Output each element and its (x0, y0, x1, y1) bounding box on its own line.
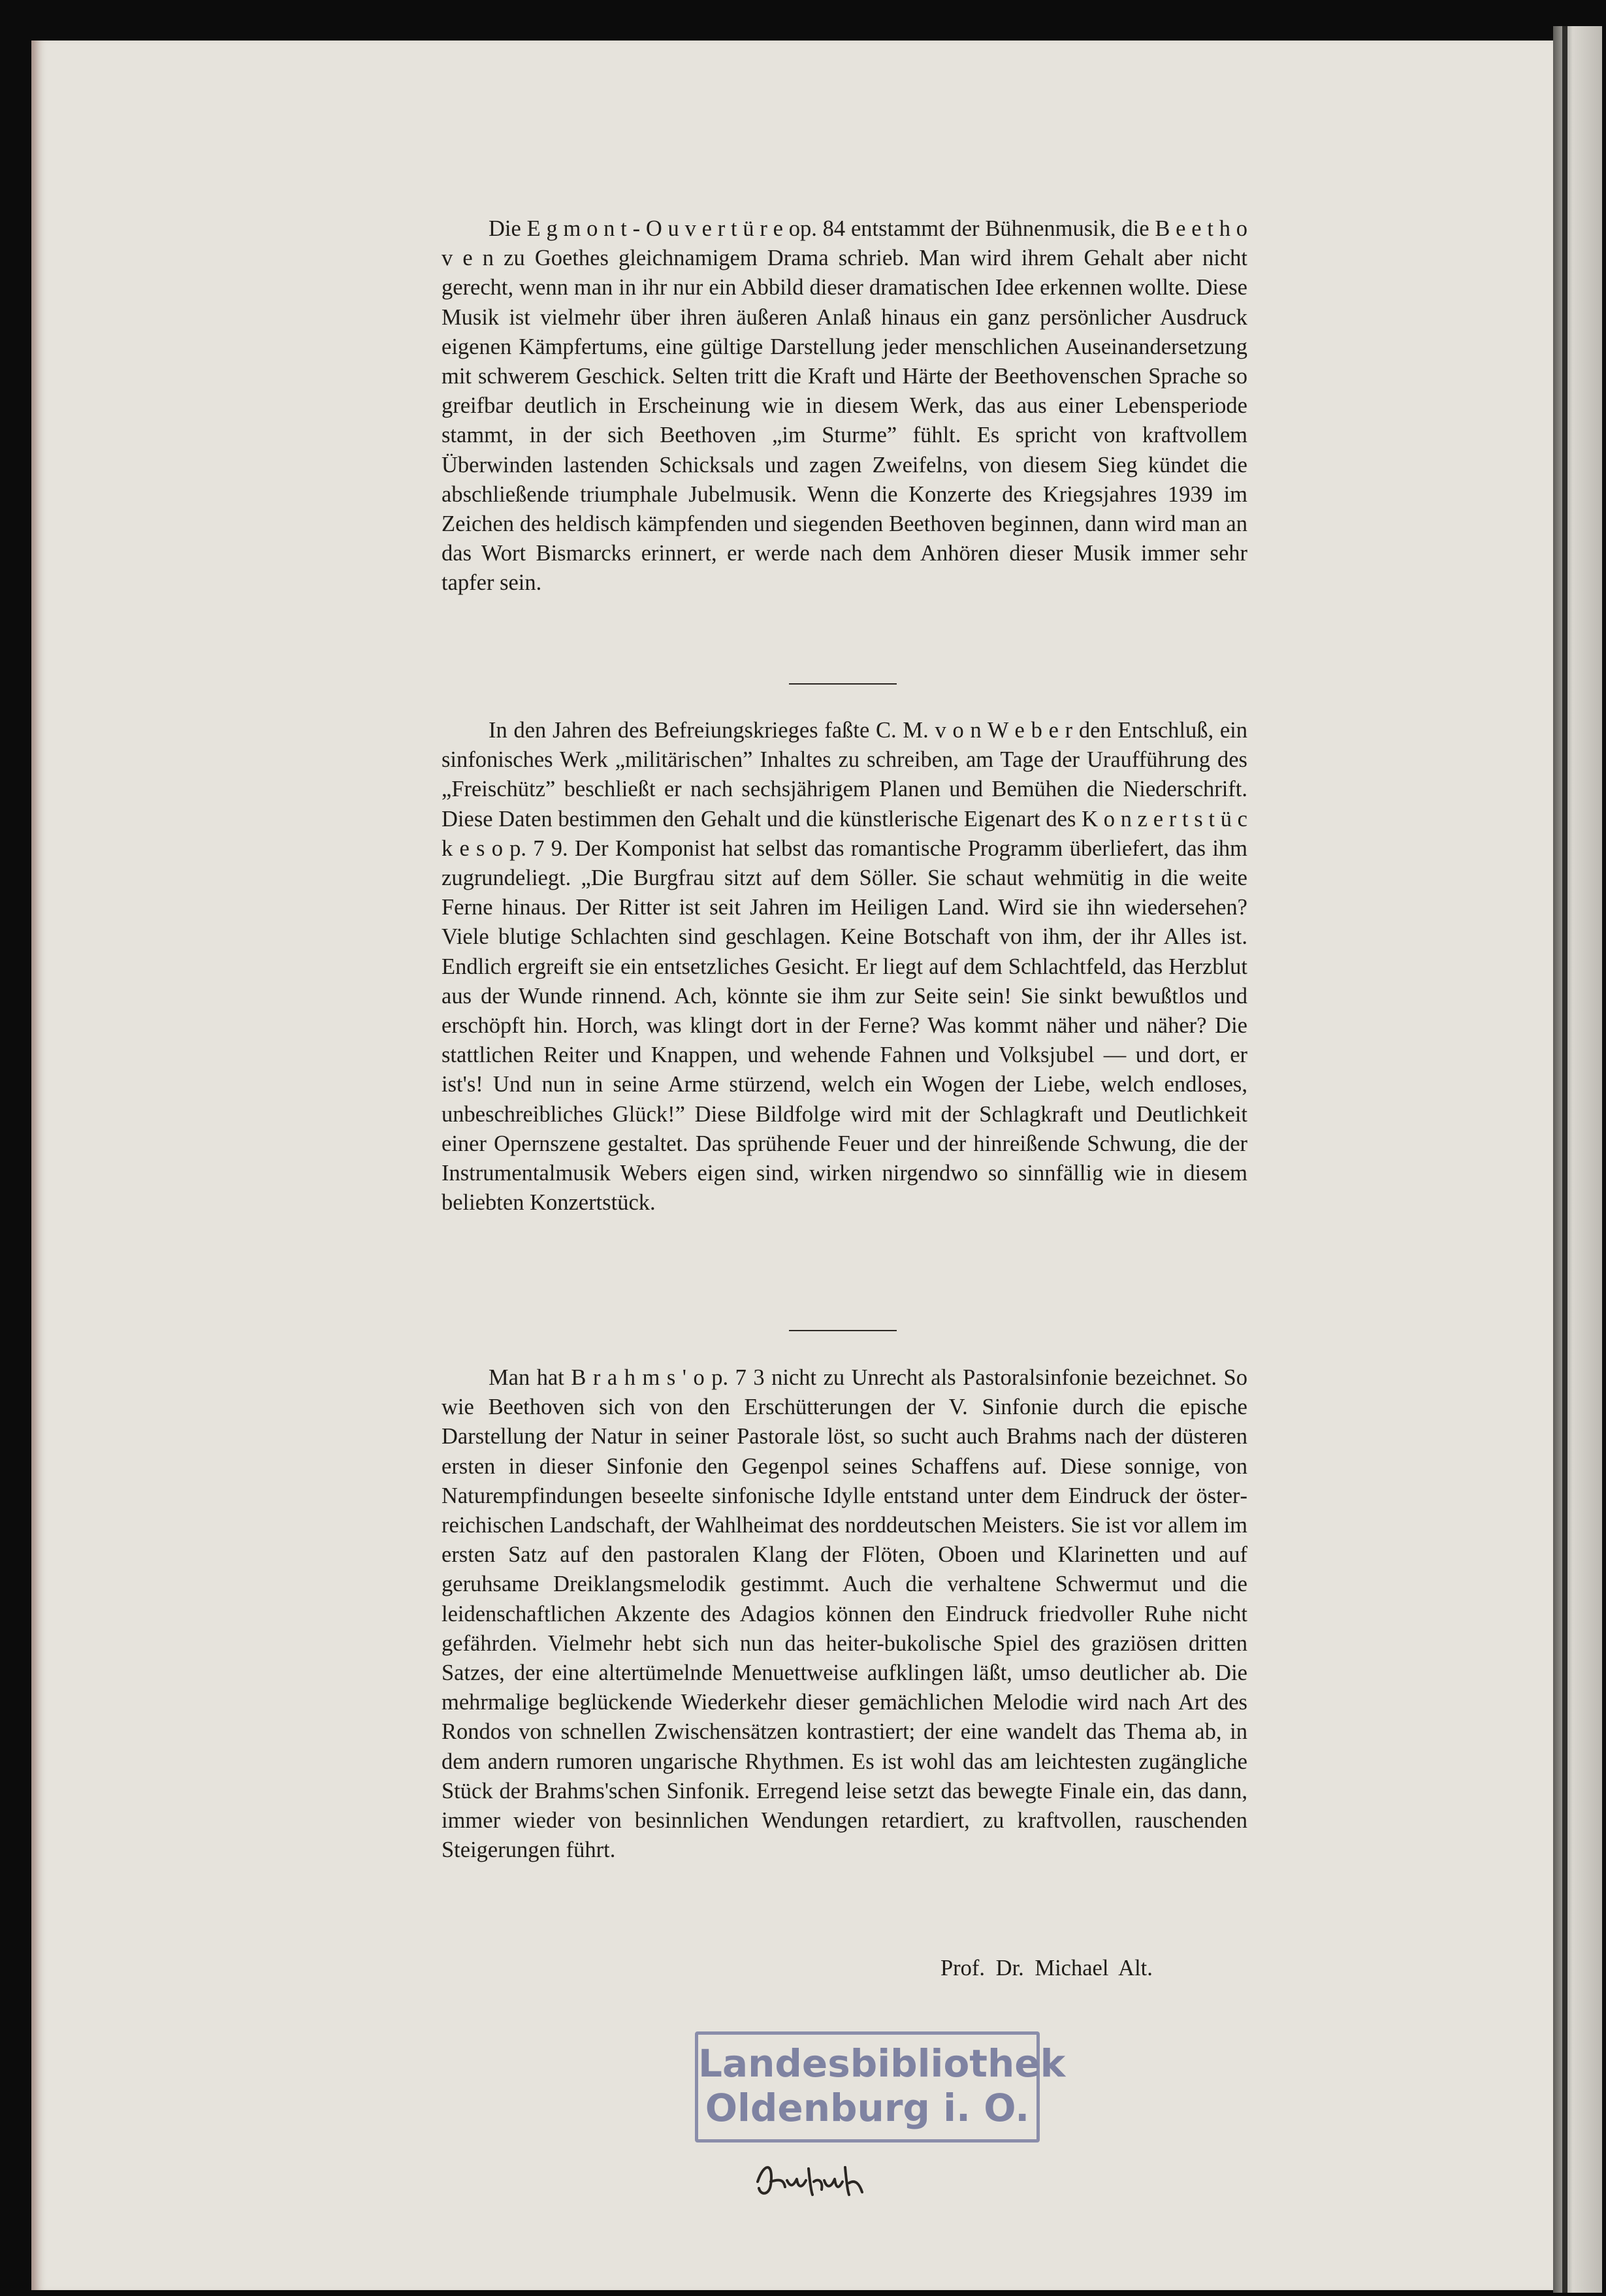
stamp-line-1: Landesbibliothek (698, 2041, 1066, 2086)
handwritten-note (751, 2156, 934, 2201)
section-divider (789, 1330, 897, 1331)
stamp-line-2: Oldenburg i. O. (705, 2086, 1030, 2130)
author-signature: Prof. Dr. Michael Alt. (940, 1956, 1153, 1981)
weber-konzertstueck-paragraph (442, 716, 1247, 1218)
adjacent-page-shadow (1562, 26, 1567, 2293)
paragraph-text: In den Jahren des Befreiungskrieges faßte C. M. v o n W e b e r den Entschluß, ein sinfonisches Werk „militärischen” Inhaltes zu schreiben, am Tage der Uraufführung des „Freischütz” beschließt er nach sechsjährigem Planen und Bemühen die Niederschrift. Diese Daten bestimmen den Gehalt und die künstlerische Eigenart des K o n z e r t s t ü c k e s o p. 7 9. Der Komponist hat selbst das romantische Programm überliefert, das ihm zugrundeliegt. „Die Burgfrau sitzt auf dem Söller. Sie schaut wehmütig in die weite Ferne hinaus. Der Ritter ist seit Jahren im Heiligen Land. Wird sie ihn wiedersehen? Viele blutige Schlachten sind geschlagen. Keine Botschaft von ihm, der ihr Alles ist. Endlich ergreift sie ein entsetzliches Gesicht. Er liegt auf dem Schlachtfeld, das Herzblut aus der Wunde rinnend. Ach, könnte sie ihm zur Seite sein! Sie sinkt bewußtlos und erschöpft hin. Horch, was klingt dort in der Ferne? Was kommt näher und näher? Die stattlichen Reiter und Knappen, und wehende Fahnen und Volksjubel — und dort, er ist's! Und nun in seine Arme stürzend, welch ein Wogen der Liebe, welch endloses, unbeschreibliches Glück!” Diese Bildfolge wird mit der Schlagkraft und Deutlichkeit einer Opernszene gestaltet. Das sprühende Feuer und der hinreißende Schwung, die der Instrumentalmusik Webers eigen sind, wirken nirgendwo so sinnfällig wie in diesem beliebten Konzertstück. (442, 718, 1247, 1216)
section-divider (789, 683, 897, 685)
paragraph-text: Man hat B r a h m s ' o p. 7 3 nicht zu Unrecht als Pastoralsinfonie bezeichnet. So wie Beethoven sich von den Erschütterungen der V. Sinfonie durch die epische Darstellung der Natur in seiner Pastorale löst, so sucht auch Brahms nach der düsteren ersten in dieser Sinfonie den Gegenpol seines Schaffens auf. Diese sonnige, von Naturempfindungen beseelte sinfonische Idylle entstand unter dem Eindruck der österreichischen Landschaft, der Wahlheimat des norddeutschen Meisters. Sie ist vor allem im ersten Satz auf den pastoralen Klang der Flöten, Oboen und Klarinetten und auf geruhsame Dreiklangsmelodik gestimmt. Auch die verhaltene Schwermut und die leidenschaftlichen Akzente des Adagios können den Eindruck friedvoller Ruhe nicht gefährden. Vielmehr hebt sich nun das heiter-bukolische Spiel des graziösen dritten Satzes, der eine altertümelnde Menuettweise aufklingen läßt, umso deutlicher ab. Die mehrmalige beglückende Wiederkehr dieser gemächlichen Melodie wird nach Art des Rondos von schnellen Zwischensätzen kontrastiert; der eine wandelt das Thema ab, in dem andern rumoren ungarische Rhythmen. Es ist wohl das am leichtesten zugängliche Stück der Brahms'schen Sinfonik. Erregend leise setzt das bewegte Finale ein, das dann, immer wieder von besinnlichen Wendungen retardiert, zu kraftvollen, rauschenden Steigerungen führt. (442, 1365, 1247, 1863)
adjacent-page-edge (1553, 26, 1602, 2293)
paragraph-text: Die E g m o n t - O u v e r t ü r e op. 84 entstammt der Bühnenmusik, die B e e t h o v e n zu Goethes gleichnamigem Drama schrieb. Man wird ihrem Gehalt aber nicht gerecht, wenn man in ihr nur ein Abbild dieser dramatischen Idee erkennen wollte. Diese Musik ist vielmehr über ihren äußeren Anlaß hinaus ein ganz persönlicher Ausdruck eigenen Kämpfertums, eine gültige Darstellung jeder menschlichen Auseinandersetzung mit schwerem Geschick. Selten tritt die Kraft und Härte der Beethovenschen Sprache so greifbar deutlich in Erscheinung wie in diesem Werk, das aus einer Lebensperiode stammt, in der sich Beethoven „im Sturme” fühlt. Es spricht von kraftvollem Überwinden lastenden Schicksals und zagen Zweifelns, von diesem Sieg kündet die abschließende triumphale Jubelmusik. Wenn die Konzerte des Kriegsjahres 1939 im Zeichen des heldisch kämpfenden und siegenden Beethoven beginnen, dann wird man an das Wort Bismarcks erinnert, er werde nach dem Anhören dieser Musik immer sehr tapfer sein. (442, 216, 1247, 596)
brahms-symphony-paragraph (442, 1363, 1247, 1865)
library-stamp (695, 2031, 1066, 2142)
egmont-overture-paragraph (442, 214, 1247, 598)
